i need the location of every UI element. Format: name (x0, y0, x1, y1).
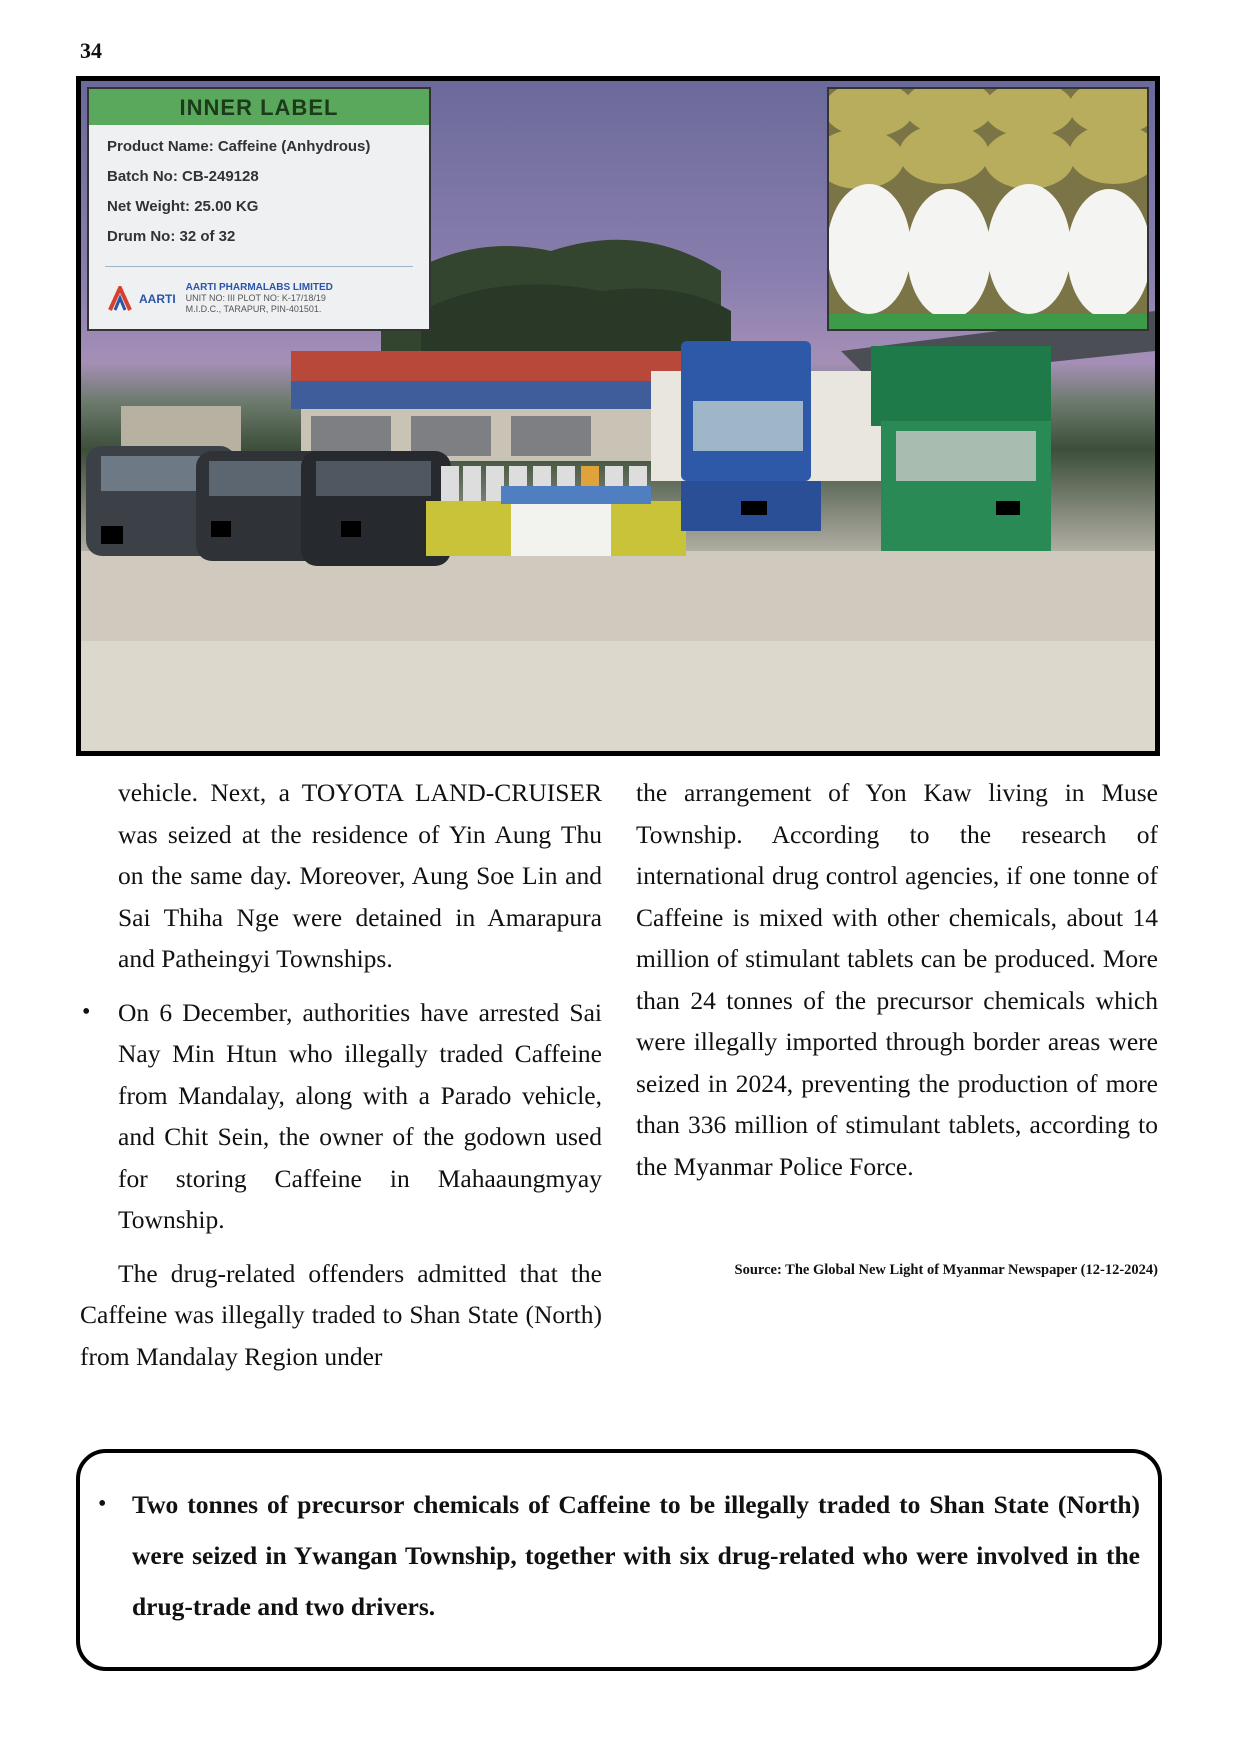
right-paragraph-1: the arrangement of Yon Kaw living in Muse Township. According to the research of international drug control agencies, if one tonne of Caffeine is mixed with other chemicals, about 14 million of stimulant tablets can be produced. More than 24 tonnes of the precursor chemicals which were illegally imported through border areas were seized in 2024, preventing the production of more than 336 million of stimulant tablets, according to the Myanmar Police Force. (636, 778, 1158, 1181)
company-logo-block (107, 282, 333, 315)
company-info (186, 282, 333, 315)
source-citation: Source: The Global New Light of Myanmar Newspaper (12-12-2024) (734, 1262, 1158, 1278)
highlight-text: Two tonnes of precursor chemicals of Caffeine to be illegally traded to Shan State (North) were seized in Ywangan Township, together with six drug-related who were involved in the drug-trade and two drivers. (132, 1490, 1140, 1621)
logo-text: AARTI (139, 291, 176, 306)
left-bullet-1: • On 6 December, authorities have arrested Sai Nay Min Htun who illegally traded Caffeine from Mandalay, along with a Parado vehicle, and Chit Sein, the owner of the godown used for storing Caffeine in Mahaaungmyay Township. (80, 992, 602, 1241)
company-address-1: UNIT NO: III PLOT NO: K-17/18/19 (185, 293, 326, 303)
seizure-photo (76, 76, 1160, 756)
label-drum: Drum No: 32 of 32 (107, 228, 236, 245)
label-product: Product Name: Caffeine (Anhydrous) (107, 138, 371, 155)
page-number: 34 (80, 38, 102, 63)
label-weight: Net Weight: 25.00 KG (107, 198, 259, 215)
company-name: AARTI PHARMALABS LIMITED (185, 282, 333, 293)
bullet-icon: • (98, 1491, 107, 1517)
right-column (636, 772, 1158, 1187)
label-batch: Batch No: CB-249128 (107, 168, 259, 185)
bags-illustration (829, 89, 1147, 329)
left-column (80, 772, 602, 1377)
seized-bags-inset (827, 87, 1149, 331)
highlight-box (76, 1449, 1162, 1671)
left-paragraph-2: The drug-related offenders admitted that the Caffeine was illegally traded to Shan State (North) from Mandalay Region under (80, 1258, 602, 1371)
caffeine-label-inset (87, 87, 431, 331)
company-address-2: M.I.D.C., TARAPUR, PIN-401501. (185, 304, 322, 314)
aarti-logo-icon (107, 286, 133, 312)
left-paragraph-1: vehicle. Next, a TOYOTA LAND-CRUISER was seized at the residence of Yin Aung Thu on the same day. Moreover, Aung Soe Lin and Sai Thiha Nge were detained in Amarapura and Patheingyi Townships. (118, 778, 602, 973)
inner-label-title: INNER LABEL (89, 89, 429, 125)
